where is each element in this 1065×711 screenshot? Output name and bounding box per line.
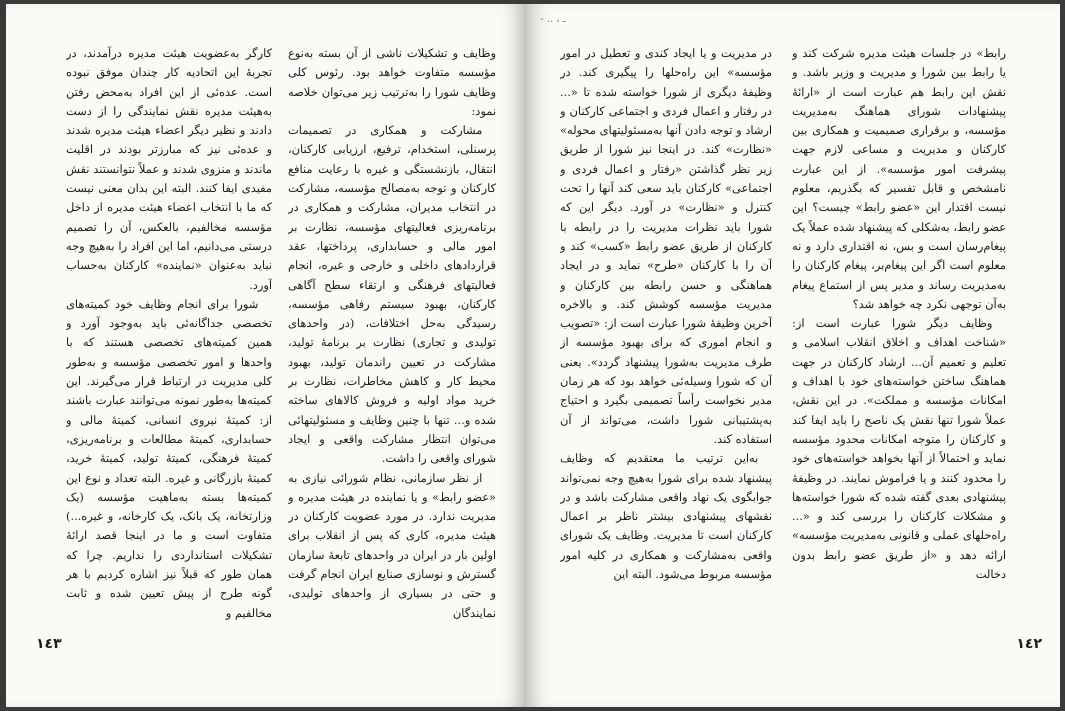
paragraph: در مدیریت و یا ایجاد کندی و تعطیل در امور مؤسسه» این راه‌حلها را پیگیری کند. در وظیفهٔ دیگری از شورا خواسته شده تا «... در رفتار و اعمال فردی و اجتماعی کارکنان و ارشاد و توجه دادن آنها به‌مسئولیتهای محوله» «نظارت» کند. در اینجا نیز شورا از طریق زیر نظر گذاشتن «رفتار و اعمال فردی و اجتماعی» کارکنان باید سعی کند آنها را تحت کنترل و «نظارت» در آورد. دیگر این که شورا باید نظرات مدیریت را در رابطه با کارکنان از طریق عضو رابط «کسب» کند و آن را با کارکنان «طرح» نماید و در ایجاد هماهنگی و حسن رابطه بین کارکنان و مدیریت مؤسسه کوشش کند. و بالاخره آخرین وظیفهٔ شورا عبارت است از: «تصویب و انجام اموری که برای بهبود مؤسسه از طرف مدیریت به‌شورا پیشنهاد گردد». یعنی آن که شورا وسیله‌ئی خواهد بود که هر زمان مدیر نخواست رأساً تصمیمی بگیرد و احتیاج به‌پشتیبانی شورا داشت، می‌تواند از آن استفاده کند. <box>560 46 772 446</box>
paragraph: وظایف و تشکیلات ناشی از آن بسته به‌نوع مؤسسه متفاوت خواهد بود. رئوس کلی وظایف شورا را به‌ترتیب زیر می‌توان خلاصه نمود: <box>288 46 496 118</box>
page-number: ١٤٣ <box>36 636 62 652</box>
right-page-column-left <box>560 44 772 664</box>
left-page-column-left <box>66 44 272 664</box>
paragraph: از نظر سازمانی، نظام شورائی نیازی به «عضو رابط» و یا نماینده در هیئت مدیره و مدیریت ندارد. در مورد عضویت کارکنان در هیئت مدیره، کاری که پس از انقلاب برای اولین بار در ایران در واحدهای تابعهٔ سازمان گسترش و نوسازی صنایع ایران انجام گرفت و حتی در بسیاری از واحدهای تولیدی، نمایندگان <box>288 470 496 620</box>
paragraph: مشارکت و همکاری در تصمیمات پرسنلی، استخدام، ترفیع، ارزیابی کارکنان، انتقال، بازنشستگی و غیره با رعایت منافع کارکنان و توجه به‌مصالح مؤسسه، مشارکت در انتخاب مدیران، مشارکت و همکاری در برنامه‌ریزی فعالیتهای مؤسسه، نظارت بر امور مالی و حسابداری، پرداختها، عقد قراردادهای داخلی و خارجی و غیره، انجام فعالیتهای فرهنگی و ارتقاء سطح آگاهی کارکنان، بهبود سیستم رفاهی مؤسسه، رسیدگی به‌حل اختلافات، (در واحدهای تولیدی و تجاری) نظارت بر برنامهٔ تولید، مشارکت در تعیین راندمان تولید، بهبود محیط کار و کاهش مخاطرات، نظارت بر خرید مواد اولیه و فروش کالاهای ساخته شده و... تنها با چنین وظایف و مسئولیتهائی می‌توان انتظار مشارکت واقعی و ایجاد شورای واقعی را داشت. <box>288 123 496 466</box>
right-page-column-right <box>792 44 1006 664</box>
right-page <box>526 4 1060 707</box>
left-page <box>6 4 526 707</box>
paragraph: وظایف دیگر شورا عبارت است از: «شناخت اهداف و اخلاق انقلاب اسلامی و تعلیم و تعمیم آن... ارشاد کارکنان در جهت هماهنگ ساختن خواسته‌های خود با اهداف و امکانات مؤسسه و مملکت». در این نقش، عملاً شورا تنها نقش یک ناصح را باید ایفا کند و کارکنان را متوجه امکانات محدود مؤسسه نماید و احتمالاً از آنها بخواهد خواسته‌های خود را محدود کنند و یا فراموش نمایند. در وظیفهٔ پیشنهادی بعدی گفته شده که شورا خواسته‌ها و مشکلات کارکنان را بررسی کند و «... راه‌حلهای عملی و قانونی به‌مدیریت مؤسسه» ارائه دهد و «از طریق عضو رابط بدون دخالت <box>792 316 1006 582</box>
paragraph: کارگر به‌عضویت هیئت مدیره درآمدند، در تجربهٔ این اتحادیه کار چندان موفق نبوده است. عده‌ئی از این افراد به‌محض رفتن به‌هیئت مدیره نقش نمایندگی را از دست دادند و نظیر دیگر اعضاء هیئت مدیره شدند و عده‌ئی نیز که مبارزتر بودند در اقلیت ماندند و منزوی شدند و عملاً نتوانستند نقش مفیدی ایفا کنند. البته این بدان معنی نیست که ما با انتخاب اعضاء هیئت مدیره از داخل مؤسسه مخالفیم، بالعکس، آن را تصمیم درستی می‌دانیم، اما این افراد را به‌هیچ وجه نباید به‌عنوان «نماینده» کارکنان به‌حساب آورد. <box>66 46 272 292</box>
page-marks: - .. ، ـ <box>540 14 566 25</box>
page-number: ١٤٢ <box>1016 636 1042 652</box>
paragraph: به‌این ترتیب ما معتقدیم که وظایف پیشنهاد شده برای شورا به‌هیچ وجه نمی‌تواند جوابگوی یک نهاد واقعی مشارکت باشد و در نقشهای پیشنهادی بیشتر ناظر بر اعمال کارکنان است تا مدیریت. وظایف یک شورای واقعی به‌مشارکت و همکاری در کلیه امور مؤسسه مربوط می‌شود. البته این <box>560 451 772 582</box>
paragraph: رابط» در جلسات هیئت مدیره شرکت کند و یا رابط بین شورا و مدیریت و وزیر باشد. و نقش این رابط هم عبارت است از «ارائهٔ پیشنهادات شورای هماهنگ به‌مدیریت مؤسسه، و برقراری صمیمیت و همکاری بین کارکنان و مدیریت و مساعی لازم جهت پیشرفت امور مؤسسه». از این عبارت نامشخص و قابل تفسیر که بگذریم، معلوم نیست اقتدار این «عضو رابط» چیست؟ این عضو رابط، به‌شکلی که پیشنهاد شده عملاً یک پیغام‌رسان است و بس، نه اقتداری دارد و نه معلوم است اگر این پیغام‌بر، پیغام کارکنان را به‌مدیریت رساند و مدیر پس از استماع پیغام به‌آن توجهی نکرد چه خواهد شد؟ <box>792 46 1006 311</box>
paragraph: شورا برای انجام وظایف خود کمیته‌های تخصصی جداگانه‌ئی باید به‌وجود آورد و همین کمیته‌های تخصصی هستند که با واحدها و امور تخصصی مؤسسه و به‌طور کلی مدیریت در ارتباط قرار می‌گیرند. این کمیته‌ها به‌طور نمونه می‌توانند عبارت باشند از: کمیتهٔ نیروی انسانی، کمیتهٔ مالی و حسابداری، کمیتهٔ مطالعات و برنامه‌ریزی، کمیتهٔ فرهنگی، کمیتهٔ تولید، کمیتهٔ خرید، کمیتهٔ بازرگانی و غیره. البته تعداد و نوع این کمیته‌ها بسته به‌ماهیت مؤسسه (یک وزارتخانه، یک بانک، یک کارخانه، و غیره...) متفاوت است و ما در اینجا قصد ارائهٔ تشکیلات استانداردی را نداریم. چرا که همان طور که قبلاً نیز اشاره کردیم با هر گونه طرح از پیش تعیین شده و ثابت مخالفیم و <box>66 296 272 620</box>
left-page-column-right <box>288 44 496 664</box>
